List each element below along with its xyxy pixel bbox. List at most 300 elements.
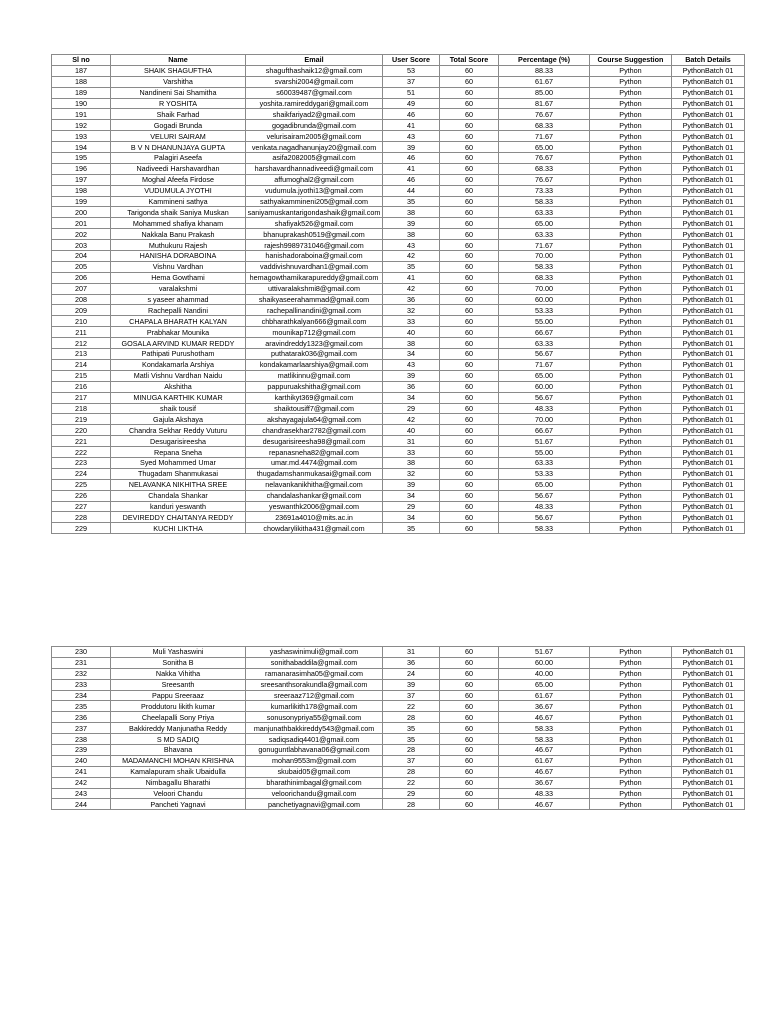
cell-batch-details: PythonBatch 01 [672, 261, 745, 272]
table-row [52, 272, 745, 283]
cell-total-score: 60 [440, 723, 499, 734]
cell-user-score: 32 [383, 305, 440, 316]
cell-email: shafiyak526@gmail.com [246, 218, 383, 229]
cell-total-score: 60 [440, 501, 499, 512]
cell-name: MADAMANCHI MOHAN KRISHNA [111, 755, 246, 766]
cell-sl-no: 211 [52, 327, 111, 338]
cell-percentage: 76.67 [499, 153, 590, 164]
cell-sl-no: 209 [52, 305, 111, 316]
cell-name: Gogadi Brunda [111, 120, 246, 131]
cell-batch-details: PythonBatch 01 [672, 98, 745, 109]
cell-user-score: 46 [383, 153, 440, 164]
table-row [52, 87, 745, 98]
cell-course-suggestion: Python [590, 777, 672, 788]
cell-course-suggestion: Python [590, 131, 672, 142]
cell-course-suggestion: Python [590, 436, 672, 447]
cell-name: Desugarisireesha [111, 436, 246, 447]
cell-sl-no: 234 [52, 690, 111, 701]
cell-sl-no: 216 [52, 381, 111, 392]
cell-course-suggestion: Python [590, 392, 672, 403]
cell-name: VELURI SAIRAM [111, 131, 246, 142]
cell-batch-details: PythonBatch 01 [672, 788, 745, 799]
cell-course-suggestion: Python [590, 327, 672, 338]
cell-total-score: 60 [440, 370, 499, 381]
cell-email: venkata.nagadhanunjay20@gmail.com [246, 142, 383, 153]
cell-batch-details: PythonBatch 01 [672, 777, 745, 788]
cell-name: CHAPALA BHARATH KALYAN [111, 316, 246, 327]
cell-user-score: 22 [383, 777, 440, 788]
cell-course-suggestion: Python [590, 272, 672, 283]
table-row [52, 745, 745, 756]
cell-course-suggestion: Python [590, 207, 672, 218]
cell-percentage: 66.67 [499, 327, 590, 338]
table-row [52, 359, 745, 370]
results-table-top [51, 54, 745, 534]
cell-course-suggestion: Python [590, 218, 672, 229]
table-row [52, 723, 745, 734]
cell-user-score: 22 [383, 701, 440, 712]
table-row [52, 457, 745, 468]
cell-user-score: 28 [383, 745, 440, 756]
cell-percentage: 65.00 [499, 142, 590, 153]
cell-course-suggestion: Python [590, 240, 672, 251]
cell-batch-details: PythonBatch 01 [672, 65, 745, 76]
cell-name: Proddutoru likith kumar [111, 701, 246, 712]
cell-course-suggestion: Python [590, 229, 672, 240]
table-row [52, 777, 745, 788]
cell-total-score: 60 [440, 163, 499, 174]
cell-email: shaikfariyad2@gmail.com [246, 109, 383, 120]
table-row [52, 657, 745, 668]
cell-name: Sonitha B [111, 657, 246, 668]
cell-course-suggestion: Python [590, 690, 672, 701]
cell-total-score: 60 [440, 305, 499, 316]
cell-batch-details: PythonBatch 01 [672, 185, 745, 196]
cell-name: Repana Sneha [111, 447, 246, 458]
cell-email: sreesanthsorakundla@gmail.com [246, 679, 383, 690]
cell-batch-details: PythonBatch 01 [672, 436, 745, 447]
cell-course-suggestion: Python [590, 734, 672, 745]
cell-user-score: 39 [383, 142, 440, 153]
table-row [52, 679, 745, 690]
cell-email: aravindreddy1323@gmail.com [246, 338, 383, 349]
cell-name: Chandala Shankar [111, 490, 246, 501]
table-row [52, 120, 745, 131]
cell-user-score: 39 [383, 479, 440, 490]
cell-sl-no: 199 [52, 196, 111, 207]
cell-name: Cheelapalli Sony Priya [111, 712, 246, 723]
cell-total-score: 60 [440, 745, 499, 756]
cell-percentage: 55.00 [499, 316, 590, 327]
cell-percentage: 53.33 [499, 468, 590, 479]
cell-batch-details: PythonBatch 01 [672, 447, 745, 458]
table-row [52, 251, 745, 262]
cell-sl-no: 219 [52, 414, 111, 425]
cell-email: ramanarasimha05@gmail.com [246, 668, 383, 679]
cell-percentage: 71.67 [499, 359, 590, 370]
cell-total-score: 60 [440, 381, 499, 392]
table-row [52, 185, 745, 196]
cell-sl-no: 204 [52, 251, 111, 262]
cell-email: velurisairam2005@gmail.com [246, 131, 383, 142]
cell-name: Muthukuru Rajesh [111, 240, 246, 251]
cell-batch-details: PythonBatch 01 [672, 207, 745, 218]
table-body-top [52, 65, 745, 533]
table-row [52, 65, 745, 76]
cell-total-score: 60 [440, 788, 499, 799]
cell-email: bharathinimbagal@gmail.com [246, 777, 383, 788]
cell-batch-details: PythonBatch 01 [672, 283, 745, 294]
cell-batch-details: PythonBatch 01 [672, 479, 745, 490]
cell-user-score: 37 [383, 76, 440, 87]
cell-total-score: 60 [440, 701, 499, 712]
cell-name: Prabhakar Mounika [111, 327, 246, 338]
cell-name: Gajula Akshaya [111, 414, 246, 425]
cell-name: Muli Yashaswini [111, 647, 246, 658]
cell-email: pappuruakshitha@gmail.com [246, 381, 383, 392]
cell-name: Matli Vishnu Vardhan Naidu [111, 370, 246, 381]
cell-course-suggestion: Python [590, 338, 672, 349]
cell-email: mohan9553m@gmail.com [246, 755, 383, 766]
cell-email: 23691a4010@mits.ac.in [246, 512, 383, 523]
cell-email: thugadamshanmukasai@gmail.com [246, 468, 383, 479]
cell-batch-details: PythonBatch 01 [672, 701, 745, 712]
cell-course-suggestion: Python [590, 359, 672, 370]
cell-email: sreeraaz712@gmail.com [246, 690, 383, 701]
cell-sl-no: 242 [52, 777, 111, 788]
header-batch-details: Batch Details [672, 55, 745, 66]
cell-batch-details: PythonBatch 01 [672, 87, 745, 98]
cell-email: rachepallinandini@gmail.com [246, 305, 383, 316]
table-row [52, 327, 745, 338]
table-row [52, 392, 745, 403]
cell-total-score: 60 [440, 479, 499, 490]
cell-total-score: 60 [440, 359, 499, 370]
cell-email: shaiktousiff7@gmail.com [246, 403, 383, 414]
cell-user-score: 44 [383, 185, 440, 196]
cell-batch-details: PythonBatch 01 [672, 490, 745, 501]
header-total-score: Total Score [440, 55, 499, 66]
cell-course-suggestion: Python [590, 251, 672, 262]
cell-name: Vishnu Vardhan [111, 261, 246, 272]
cell-percentage: 58.33 [499, 734, 590, 745]
cell-email: sonusonypriya55@gmail.com [246, 712, 383, 723]
cell-sl-no: 223 [52, 457, 111, 468]
cell-course-suggestion: Python [590, 457, 672, 468]
header-row [52, 55, 745, 66]
cell-batch-details: PythonBatch 01 [672, 316, 745, 327]
cell-user-score: 34 [383, 490, 440, 501]
cell-sl-no: 191 [52, 109, 111, 120]
table-row [52, 668, 745, 679]
cell-course-suggestion: Python [590, 712, 672, 723]
table-row [52, 261, 745, 272]
cell-name: Kammineni sathya [111, 196, 246, 207]
cell-total-score: 60 [440, 207, 499, 218]
cell-sl-no: 201 [52, 218, 111, 229]
cell-email: shagufthashaik12@gmail.com [246, 65, 383, 76]
cell-user-score: 42 [383, 283, 440, 294]
table-row [52, 403, 745, 414]
cell-percentage: 60.00 [499, 381, 590, 392]
cell-percentage: 71.67 [499, 131, 590, 142]
cell-email: yoshita.ramireddygari@gmail.com [246, 98, 383, 109]
cell-sl-no: 244 [52, 799, 111, 810]
cell-course-suggestion: Python [590, 755, 672, 766]
cell-percentage: 36.67 [499, 777, 590, 788]
table-row [52, 316, 745, 327]
cell-email: matlikinnu@gmail.com [246, 370, 383, 381]
cell-user-score: 36 [383, 657, 440, 668]
cell-total-score: 60 [440, 229, 499, 240]
cell-batch-details: PythonBatch 01 [672, 690, 745, 701]
cell-user-score: 41 [383, 272, 440, 283]
table-row [52, 218, 745, 229]
cell-sl-no: 227 [52, 501, 111, 512]
cell-email: sonithabaddila@gmail.com [246, 657, 383, 668]
cell-total-score: 60 [440, 523, 499, 534]
cell-name: KUCHI LIKTHA [111, 523, 246, 534]
cell-sl-no: 187 [52, 65, 111, 76]
table-row [52, 523, 745, 534]
table-row [52, 294, 745, 305]
cell-email: veloorichandu@gmail.com [246, 788, 383, 799]
cell-sl-no: 213 [52, 349, 111, 360]
cell-course-suggestion: Python [590, 120, 672, 131]
cell-batch-details: PythonBatch 01 [672, 174, 745, 185]
cell-total-score: 60 [440, 647, 499, 658]
cell-name: Nadiveedi Harshavardhan [111, 163, 246, 174]
cell-sl-no: 217 [52, 392, 111, 403]
cell-course-suggestion: Python [590, 501, 672, 512]
cell-email: umar.md.4474@gmail.com [246, 457, 383, 468]
cell-batch-details: PythonBatch 01 [672, 799, 745, 810]
cell-batch-details: PythonBatch 01 [672, 163, 745, 174]
cell-sl-no: 226 [52, 490, 111, 501]
cell-batch-details: PythonBatch 01 [672, 229, 745, 240]
cell-course-suggestion: Python [590, 723, 672, 734]
cell-user-score: 41 [383, 163, 440, 174]
cell-sl-no: 228 [52, 512, 111, 523]
cell-sl-no: 225 [52, 479, 111, 490]
cell-user-score: 29 [383, 788, 440, 799]
cell-sl-no: 231 [52, 657, 111, 668]
cell-percentage: 76.67 [499, 174, 590, 185]
cell-name: MINUGA KARTHIK KUMAR [111, 392, 246, 403]
cell-user-score: 46 [383, 174, 440, 185]
cell-name: Kamalapuram shaik Ubaidulla [111, 766, 246, 777]
cell-course-suggestion: Python [590, 174, 672, 185]
cell-user-score: 46 [383, 109, 440, 120]
cell-email: chandalashankar@gmail.com [246, 490, 383, 501]
cell-percentage: 65.00 [499, 479, 590, 490]
cell-batch-details: PythonBatch 01 [672, 196, 745, 207]
cell-batch-details: PythonBatch 01 [672, 647, 745, 658]
cell-sl-no: 239 [52, 745, 111, 756]
header-name: Name [111, 55, 246, 66]
cell-sl-no: 203 [52, 240, 111, 251]
cell-name: Moghal Afeefa Firdose [111, 174, 246, 185]
cell-batch-details: PythonBatch 01 [672, 512, 745, 523]
cell-total-score: 60 [440, 131, 499, 142]
table-row [52, 490, 745, 501]
cell-total-score: 60 [440, 283, 499, 294]
cell-user-score: 33 [383, 447, 440, 458]
cell-batch-details: PythonBatch 01 [672, 712, 745, 723]
cell-sl-no: 229 [52, 523, 111, 534]
cell-user-score: 39 [383, 370, 440, 381]
cell-name: Varshitha [111, 76, 246, 87]
cell-total-score: 60 [440, 457, 499, 468]
cell-email: gogadibrunda@gmail.com [246, 120, 383, 131]
cell-email: shaikyaseerahammad@gmail.com [246, 294, 383, 305]
cell-user-score: 49 [383, 98, 440, 109]
cell-email: manjunathbakkireddy543@gmail.com [246, 723, 383, 734]
cell-course-suggestion: Python [590, 370, 672, 381]
cell-name: SHAIK SHAGUFTHA [111, 65, 246, 76]
cell-user-score: 39 [383, 218, 440, 229]
cell-email: puthatarak036@gmail.com [246, 349, 383, 360]
cell-user-score: 28 [383, 799, 440, 810]
cell-user-score: 38 [383, 457, 440, 468]
cell-email: saniyamuskantarigondashaik@gmail.com [246, 207, 383, 218]
cell-email: harshavardhannadiveedi@gmail.com [246, 163, 383, 174]
cell-name: Palagiri Aseefa [111, 153, 246, 164]
cell-percentage: 68.33 [499, 163, 590, 174]
cell-email: karthikyt369@gmail.com [246, 392, 383, 403]
cell-total-score: 60 [440, 512, 499, 523]
cell-user-score: 31 [383, 436, 440, 447]
cell-course-suggestion: Python [590, 479, 672, 490]
cell-sl-no: 192 [52, 120, 111, 131]
table-body-bottom [52, 647, 745, 810]
table-row [52, 109, 745, 120]
cell-percentage: 51.67 [499, 647, 590, 658]
cell-name: GOSALA ARVIND KUMAR REDDY [111, 338, 246, 349]
cell-email: nelavankanikhitha@gmail.com [246, 479, 383, 490]
cell-user-score: 28 [383, 712, 440, 723]
cell-batch-details: PythonBatch 01 [672, 414, 745, 425]
table-row [52, 414, 745, 425]
cell-percentage: 65.00 [499, 370, 590, 381]
table-row [52, 305, 745, 316]
table-row [52, 98, 745, 109]
cell-total-score: 60 [440, 468, 499, 479]
cell-total-score: 60 [440, 76, 499, 87]
cell-total-score: 60 [440, 712, 499, 723]
cell-percentage: 56.67 [499, 392, 590, 403]
cell-sl-no: 189 [52, 87, 111, 98]
cell-percentage: 70.00 [499, 414, 590, 425]
cell-course-suggestion: Python [590, 283, 672, 294]
cell-email: akshayagajula64@gmail.com [246, 414, 383, 425]
cell-name: Nakkala Banu Prakash [111, 229, 246, 240]
cell-name: S MD SADIQ [111, 734, 246, 745]
cell-name: DEVIREDDY CHAITANYA REDDY [111, 512, 246, 523]
cell-percentage: 85.00 [499, 87, 590, 98]
table-row [52, 447, 745, 458]
cell-name: Pathipati Purushotham [111, 349, 246, 360]
cell-course-suggestion: Python [590, 163, 672, 174]
table-row [52, 131, 745, 142]
cell-percentage: 68.33 [499, 120, 590, 131]
cell-user-score: 40 [383, 425, 440, 436]
cell-batch-details: PythonBatch 01 [672, 240, 745, 251]
cell-sl-no: 206 [52, 272, 111, 283]
cell-email: chandrasekhar2782@gmail.com [246, 425, 383, 436]
cell-percentage: 36.67 [499, 701, 590, 712]
cell-course-suggestion: Python [590, 701, 672, 712]
cell-name: Akshitha [111, 381, 246, 392]
cell-course-suggestion: Python [590, 305, 672, 316]
cell-name: Shaik Farhad [111, 109, 246, 120]
cell-name: Nandineni Sai Shamitha [111, 87, 246, 98]
cell-total-score: 60 [440, 338, 499, 349]
cell-percentage: 53.33 [499, 305, 590, 316]
cell-total-score: 60 [440, 349, 499, 360]
cell-user-score: 34 [383, 392, 440, 403]
cell-course-suggestion: Python [590, 109, 672, 120]
cell-name: varalakshmi [111, 283, 246, 294]
cell-sl-no: 188 [52, 76, 111, 87]
table-row [52, 229, 745, 240]
cell-email: repanasneha82@gmail.com [246, 447, 383, 458]
table-row [52, 468, 745, 479]
cell-batch-details: PythonBatch 01 [672, 349, 745, 360]
cell-percentage: 48.33 [499, 788, 590, 799]
cell-name: Rachepalli Nandini [111, 305, 246, 316]
cell-sl-no: 236 [52, 712, 111, 723]
cell-course-suggestion: Python [590, 657, 672, 668]
cell-sl-no: 207 [52, 283, 111, 294]
table-row [52, 690, 745, 701]
cell-batch-details: PythonBatch 01 [672, 272, 745, 283]
cell-name: NELAVANKA NIKHITHA SREE [111, 479, 246, 490]
cell-total-score: 60 [440, 392, 499, 403]
cell-name: Mohammed shafiya khanam [111, 218, 246, 229]
cell-total-score: 60 [440, 294, 499, 305]
cell-name: HANISHA DORABOINA [111, 251, 246, 262]
cell-email: affumoghal2@gmail.com [246, 174, 383, 185]
cell-course-suggestion: Python [590, 349, 672, 360]
cell-percentage: 71.67 [499, 240, 590, 251]
cell-total-score: 60 [440, 98, 499, 109]
cell-user-score: 37 [383, 690, 440, 701]
cell-percentage: 65.00 [499, 218, 590, 229]
cell-percentage: 63.33 [499, 229, 590, 240]
cell-percentage: 58.33 [499, 261, 590, 272]
cell-total-score: 60 [440, 65, 499, 76]
cell-total-score: 60 [440, 153, 499, 164]
cell-percentage: 60.00 [499, 657, 590, 668]
table-row [52, 788, 745, 799]
table-row [52, 501, 745, 512]
cell-batch-details: PythonBatch 01 [672, 251, 745, 262]
cell-sl-no: 222 [52, 447, 111, 458]
cell-email: kondakamarlaarshiya@gmail.com [246, 359, 383, 370]
cell-total-score: 60 [440, 251, 499, 262]
cell-course-suggestion: Python [590, 512, 672, 523]
cell-total-score: 60 [440, 185, 499, 196]
cell-user-score: 43 [383, 240, 440, 251]
cell-percentage: 63.33 [499, 338, 590, 349]
cell-name: Chandra Sekhar Reddy Vuturu [111, 425, 246, 436]
cell-user-score: 34 [383, 512, 440, 523]
cell-total-score: 60 [440, 240, 499, 251]
cell-batch-details: PythonBatch 01 [672, 425, 745, 436]
cell-sl-no: 237 [52, 723, 111, 734]
cell-user-score: 42 [383, 251, 440, 262]
